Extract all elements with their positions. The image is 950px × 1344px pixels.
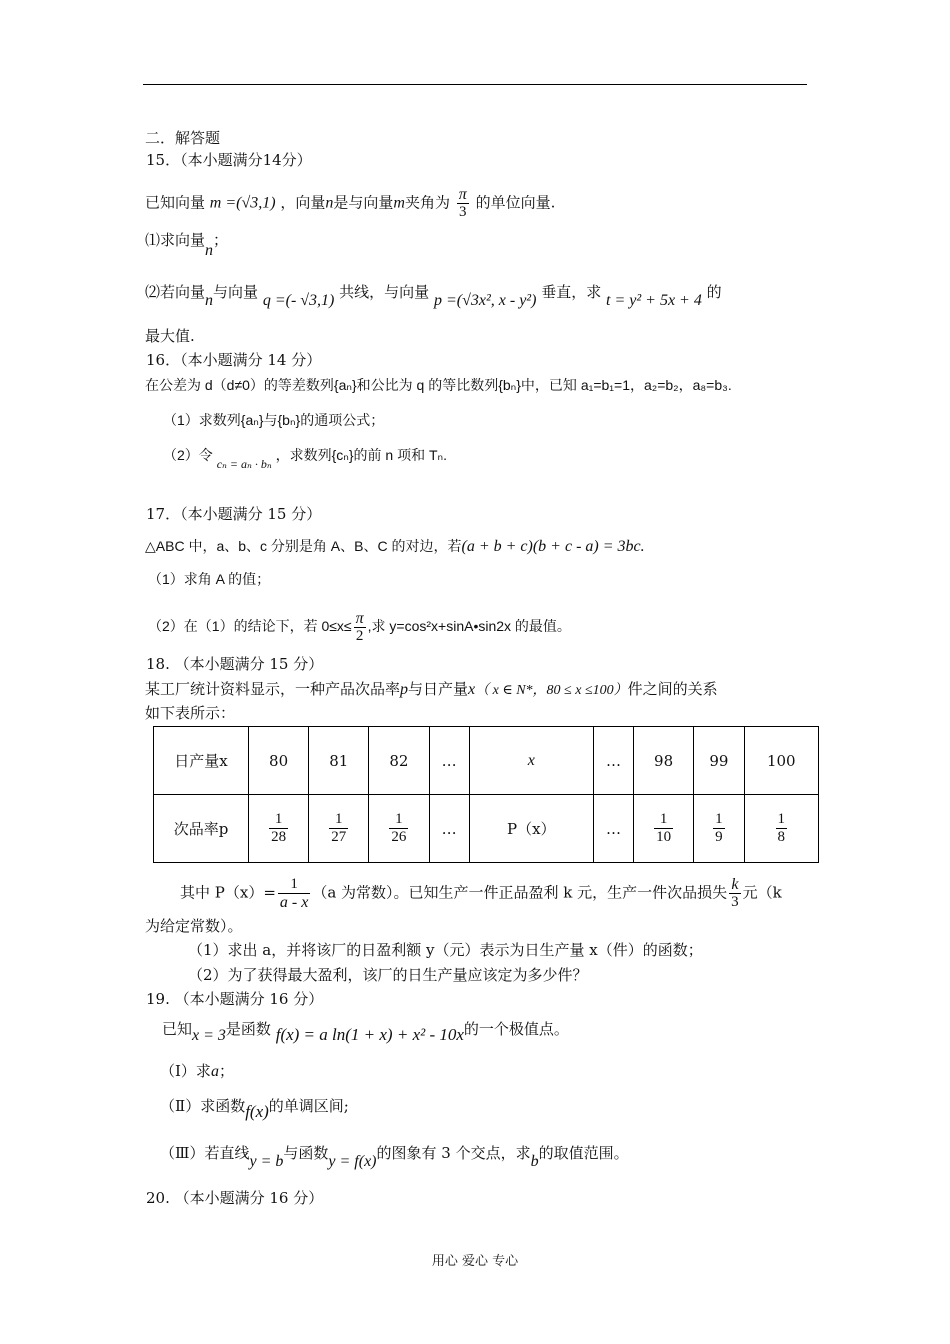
q19-header: 19. （本小题满分 16 分） (146, 990, 324, 1008)
table-cell: P（x） (469, 795, 593, 863)
table-cell: 81 (309, 727, 369, 795)
q17-part1: （1）求角 A 的值； (148, 571, 271, 587)
q19-part1: （Ⅰ）求a； (160, 1062, 234, 1080)
q16-part2: （2）令 cₙ = aₙ · bₙ ，求数列{cₙ}的前 n 项和 Tₙ. (163, 447, 447, 471)
p-expression: p =(√3x², x - y²) (433, 292, 537, 309)
q17-header: 17．（本小题满分 15 分） (146, 505, 322, 523)
table-cell: $\frac{1}{10}$ (634, 795, 694, 863)
q15-header: 15．（本小题满分14分） (146, 151, 312, 169)
q18-note-cont: 为给定常数）。 (145, 917, 243, 935)
q18-part1: （1）求出 a，并将该厂的日盈利额 y（元）表示为日生产量 x（件）的函数； (188, 941, 703, 959)
q15-part2: ⑵若向量n与向量 q =(- √3,1) 共线，与向量 p =(√3x², x - y²) 垂直，求 t = y² + 5x + 4 的 (145, 283, 722, 309)
q15-part2-cont: 最大值. (145, 327, 195, 345)
t-expression: t = y² + 5x + 4 (606, 292, 702, 309)
table-cell: 99 (694, 727, 744, 795)
row-label-output: 日产量x (154, 727, 249, 795)
q18-stem1: 某工厂统计资料显示，一种产品次品率p与日产量x（ x ∈ N*，80 ≤ x ≤100）件之间的关系 (145, 680, 718, 698)
q-expression: q =(- √3,1) (262, 292, 335, 309)
q16-stem: 在公差为 d（d≠0）的等差数列{aₙ}和公比为 q 的等比数列{bₙ}中，已知 a₁=b₁=1，a₂=b₂，a₈=b₃. (145, 377, 732, 393)
q19-part3: （Ⅲ）若直线y = b与函数y = f(x)的图象有 3 个交点，求b的取值范围。 (160, 1144, 629, 1170)
table-cell: … (593, 795, 633, 863)
table-cell: $\frac{1}{8}$ (744, 795, 818, 863)
page-footer: 用心 爱心 专心 (431, 1254, 519, 1269)
row-label-rate: 次品率p (154, 795, 249, 863)
q16-header: 16．（本小题满分 14 分） (146, 351, 322, 369)
q18-header: 18. （本小题满分 15 分） (146, 655, 324, 673)
table-cell: … (429, 795, 469, 863)
header-rule (143, 84, 807, 85)
q15-part1: ⑴求向量n； (145, 231, 229, 259)
q18-stem2: 如下表所示： (145, 704, 236, 722)
table-cell: … (593, 727, 633, 795)
defect-rate-table (153, 726, 819, 863)
table-cell: 82 (369, 727, 429, 795)
q19-stem: 已知x = 3是函数 f(x) = a ln(1 + x) + x² - 10x的一个极值点。 (162, 1020, 569, 1044)
table-cell: x (469, 727, 593, 795)
table-cell: $\frac{1}{28}$ (249, 795, 309, 863)
table-cell: 80 (249, 727, 309, 795)
q20-header: 20. （本小题满分 16 分） (146, 1189, 324, 1207)
angle-fraction: $\frac{\pi}{3}$ (458, 186, 467, 220)
table-cell: 98 (634, 727, 694, 795)
q17-expression: (a + b + c)(b + c - a) = 3bc. (461, 538, 645, 555)
q17-stem: △ABC 中，a、b、c 分别是角 A、B、C 的对边，若(a + b + c)(b + c - a) = 3bc. (145, 538, 645, 555)
q19-part2: （Ⅱ）求函数f(x)的单调区间; (160, 1097, 349, 1121)
q15-stem: 已知向量 m =(√3,1) ，向量n是与向量m夹角为 $\frac{\pi}{3}$ 的单位向量. (145, 186, 556, 220)
pi-half-fraction: $\frac{\pi}{2}$ (355, 610, 364, 644)
table-cell: $\frac{1}{27}$ (309, 795, 369, 863)
table-cell: … (429, 727, 469, 795)
m-expression: m =(√3,1) (209, 194, 276, 212)
table-cell: 100 (744, 727, 818, 795)
q18-note: 其中 P（x）= $\frac{1}{a - x}$ （a 为常数）。已知生产一件正品盈利 k 元，生产一件次品损失 $\frac{k}{3}$ 元（k (180, 876, 782, 911)
q18-part2: （2）为了获得最大盈利，该厂的日生产量应该定为多少件？ (188, 966, 588, 984)
c-expression: cₙ = aₙ · bₙ (216, 457, 272, 471)
section-title: 二．解答题 (145, 129, 221, 147)
q16-part1: （1）求数列{aₙ}与{bₙ}的通项公式； (163, 412, 385, 428)
q17-part2: （2）在（1）的结论下，若 0≤x≤ $\frac{\pi}{2}$ ,求 y=cos²x+sinA•sin2x 的最值。 (148, 610, 571, 644)
table-cell: $\frac{1}{26}$ (369, 795, 429, 863)
f-expression: f(x) = a ln(1 + x) + x² - 10x (275, 1025, 464, 1044)
table-cell: $\frac{1}{9}$ (694, 795, 744, 863)
